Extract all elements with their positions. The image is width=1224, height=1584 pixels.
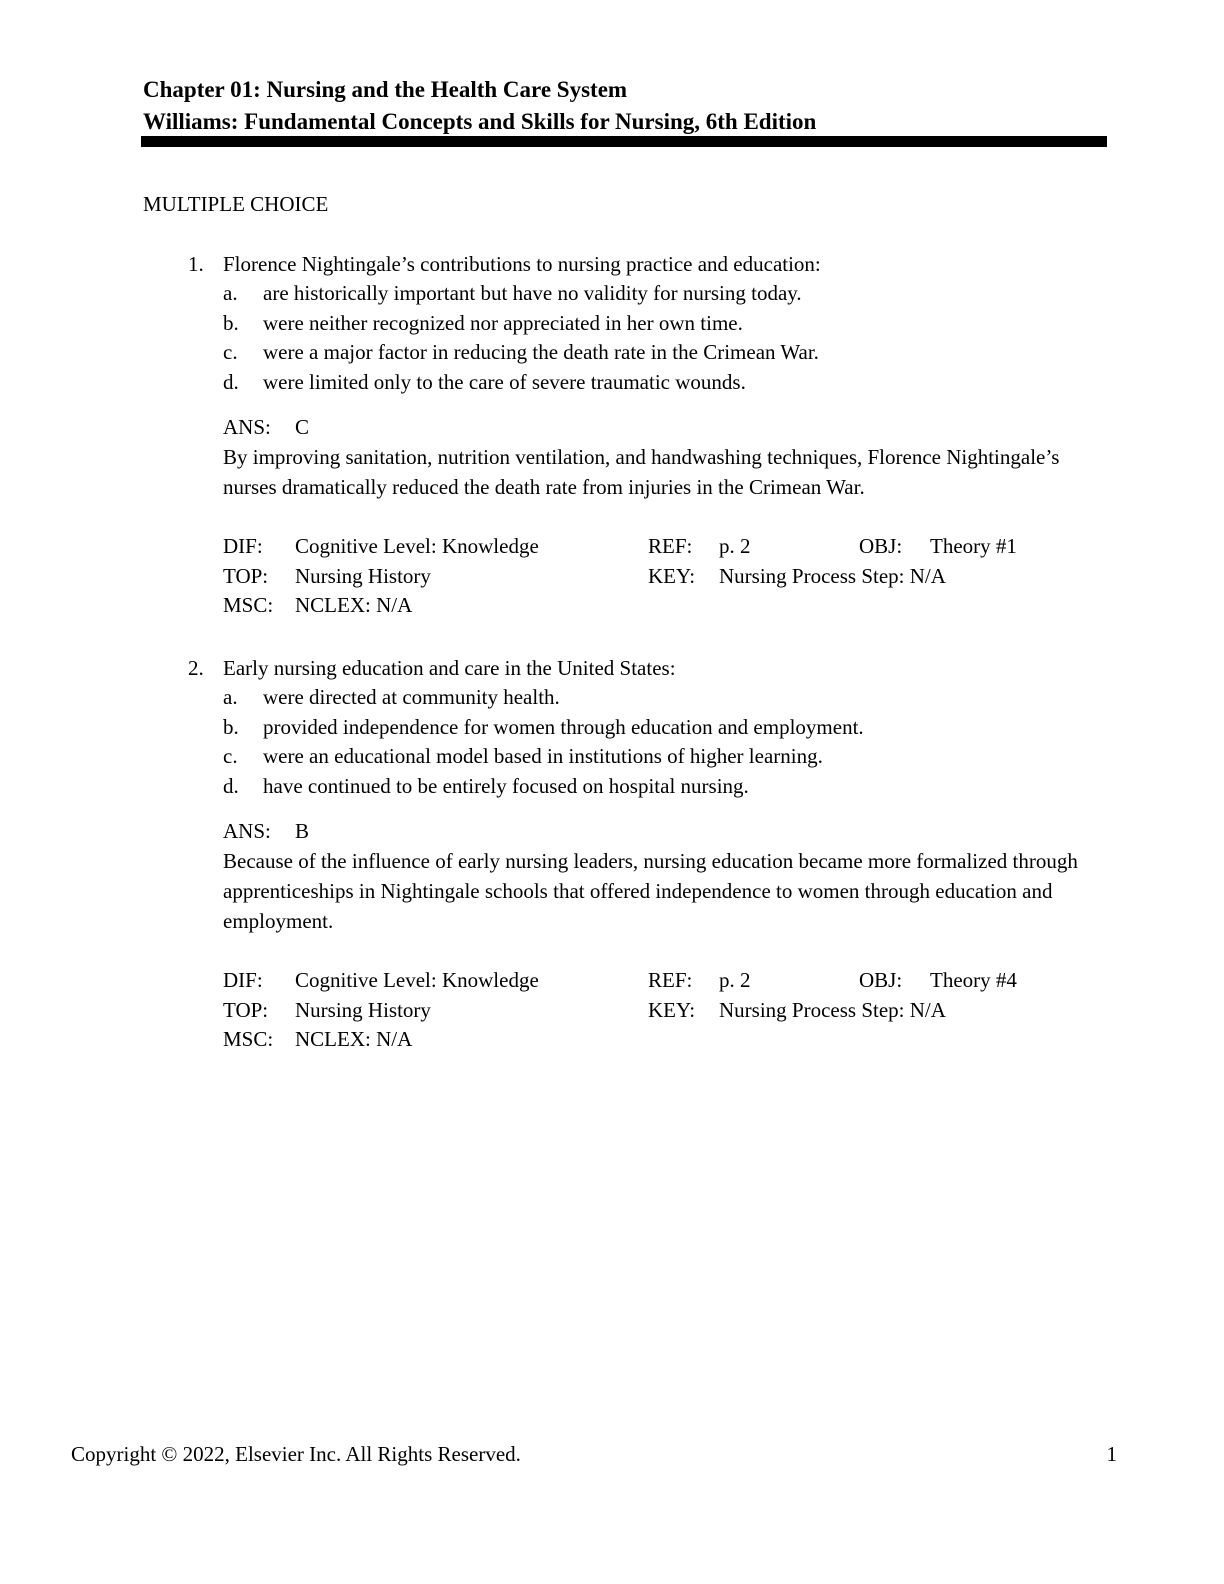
msc-value: NCLEX: N/A xyxy=(295,1027,413,1051)
option-letter: b. xyxy=(223,310,239,335)
question-1 xyxy=(143,249,1107,622)
question-number: 2. xyxy=(188,656,204,680)
question-text: Florence Nightingale’s contributions to nursing practice and education: xyxy=(223,252,821,276)
option-letter: b. xyxy=(223,714,239,739)
meta-row xyxy=(223,562,1107,592)
question-stem xyxy=(143,653,1107,683)
option-c xyxy=(143,742,1107,772)
book-title: Williams: Fundamental Concepts and Skills for Nursing, 6th Edition xyxy=(143,109,817,134)
answer-value: C xyxy=(295,415,310,439)
key-value: Nursing Process Step: N/A xyxy=(719,997,946,1022)
answer-label: ANS: xyxy=(223,819,271,843)
answer-rationale: By improving sanitation, nutrition ventilation, and handwashing techniques, Florence Nightingale’s nurses dramatically reduced the death rate from injuries in the Crimean War. xyxy=(223,445,1060,499)
option-b xyxy=(143,713,1107,743)
obj-value: Theory #4 xyxy=(930,968,1017,992)
top-value: Nursing History xyxy=(295,997,431,1022)
option-text: were neither recognized nor appreciated in her own time. xyxy=(263,310,743,335)
dif-label: DIF: xyxy=(223,968,263,992)
question-number: 1. xyxy=(188,252,204,276)
key-label: KEY: xyxy=(648,563,696,588)
option-letter: a. xyxy=(223,281,238,305)
obj-label: OBJ: xyxy=(859,534,903,558)
option-text: were limited only to the care of severe traumatic wounds. xyxy=(263,369,746,394)
ref-value: p. 2 xyxy=(719,534,751,558)
meta-row xyxy=(223,966,1107,996)
option-d xyxy=(143,772,1107,802)
ref-label: REF: xyxy=(648,534,693,558)
dif-value: Cognitive Level: Knowledge xyxy=(295,534,539,558)
top-label: TOP: xyxy=(223,563,269,588)
top-value: Nursing History xyxy=(295,563,431,588)
dif-value: Cognitive Level: Knowledge xyxy=(295,968,539,992)
answer-value: B xyxy=(295,819,310,843)
msc-label: MSC: xyxy=(223,1027,274,1051)
option-text: are historically important but have no validity for nursing today. xyxy=(263,281,802,305)
option-letter: a. xyxy=(223,685,238,709)
msc-label: MSC: xyxy=(223,593,274,617)
option-text: were directed at community health. xyxy=(263,685,560,709)
answer-rationale: Because of the influence of early nursing leaders, nursing education became more formalized through apprenticeships in Nightingale schools that offered independence to women through education and employment. xyxy=(223,849,1078,933)
option-letter: d. xyxy=(223,369,239,394)
option-text: provided independence for women through education and employment. xyxy=(263,714,864,739)
meta-row xyxy=(223,996,1107,1026)
question-2 xyxy=(143,653,1107,1056)
key-value: Nursing Process Step: N/A xyxy=(719,563,946,588)
obj-label: OBJ: xyxy=(859,968,903,992)
option-letter: c. xyxy=(223,340,238,364)
page-footer xyxy=(71,1439,1119,1469)
meta-row xyxy=(223,1025,1107,1055)
answer-row xyxy=(223,412,1107,442)
option-d xyxy=(143,368,1107,398)
question-metadata xyxy=(223,966,1107,1056)
answer-row xyxy=(223,816,1107,846)
page-number: 1 xyxy=(1106,1442,1117,1466)
page-header xyxy=(143,74,1107,138)
section-heading: MULTIPLE CHOICE xyxy=(143,192,329,216)
option-letter: d. xyxy=(223,773,239,798)
meta-row xyxy=(223,591,1107,621)
option-c xyxy=(143,338,1107,368)
option-b xyxy=(143,309,1107,339)
copyright-notice: Copyright © 2022, Elsevier Inc. All Rights Reserved. xyxy=(71,1442,521,1466)
answer-label: ANS: xyxy=(223,415,271,439)
top-label: TOP: xyxy=(223,997,269,1022)
ref-label: REF: xyxy=(648,968,693,992)
option-text: have continued to be entirely focused on hospital nursing. xyxy=(263,773,749,798)
answer-block xyxy=(223,816,1107,936)
msc-value: NCLEX: N/A xyxy=(295,593,413,617)
option-letter: c. xyxy=(223,744,238,768)
dif-label: DIF: xyxy=(223,534,263,558)
option-a xyxy=(143,683,1107,713)
header-divider xyxy=(141,136,1107,147)
question-metadata xyxy=(223,532,1107,622)
option-text: were an educational model based in institutions of higher learning. xyxy=(263,744,823,768)
option-text: were a major factor in reducing the death rate in the Crimean War. xyxy=(263,340,819,364)
option-a xyxy=(143,279,1107,309)
key-label: KEY: xyxy=(648,997,696,1022)
obj-value: Theory #1 xyxy=(930,534,1017,558)
question-stem xyxy=(143,249,1107,279)
question-text: Early nursing education and care in the United States: xyxy=(223,656,676,680)
meta-row xyxy=(223,532,1107,562)
answer-block xyxy=(223,412,1107,502)
chapter-title: Chapter 01: Nursing and the Health Care System xyxy=(143,77,628,102)
ref-value: p. 2 xyxy=(719,968,751,992)
